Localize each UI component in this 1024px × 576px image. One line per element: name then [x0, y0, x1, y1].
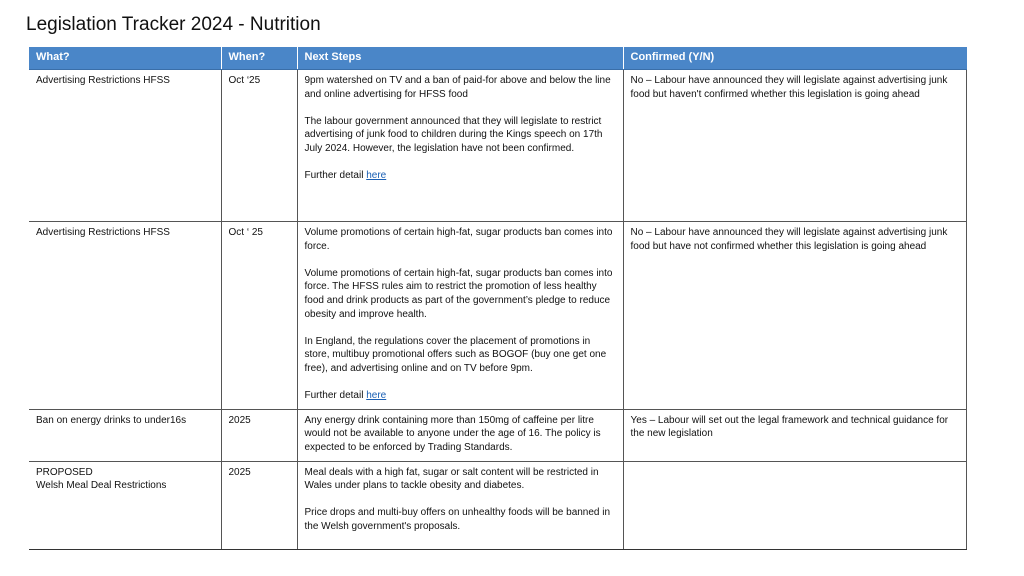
item-name: Welsh Meal Deal Restrictions [36, 480, 167, 492]
cell-confirmed [623, 461, 966, 549]
further-detail-link[interactable]: here [366, 170, 387, 182]
cell-when: 2025 [221, 409, 297, 461]
further-detail-label: Further detail [304, 170, 367, 182]
cell-what: Advertising Restrictions HFSS [29, 222, 221, 410]
table-header-row [29, 47, 966, 70]
further-detail [305, 389, 616, 403]
table-row [29, 70, 966, 222]
proposed-label: PROPOSED [36, 466, 93, 478]
next-steps-paragraph: Volume promotions of certain high-fat, sugar products ban comes into force. The HFSS rules aim to restrict the promotion of less healthy food and drink products as part of the government’s pledge to reduce obesity and improve health. [304, 267, 613, 320]
cell-confirmed: No – Labour have announced they will legislate against advertising junk food but have not confirmed whether this legislation is going ahead [623, 222, 966, 410]
cell-what: Ban on energy drinks to under16s [29, 409, 221, 461]
column-header-when: When? [221, 47, 297, 70]
next-steps-paragraph: Volume promotions of certain high-fat, sugar products ban comes into force. [304, 227, 613, 252]
cell-confirmed: Yes – Labour will set out the legal framework and technical guidance for the new legislation [623, 409, 966, 461]
cell-next-steps [297, 409, 623, 461]
next-steps-paragraph: Meal deals with a high fat, sugar or salt content will be restricted in Wales under plans to tackle obesity and diabetes. [304, 466, 599, 492]
next-steps-paragraph: Any energy drink containing more than 150mg of caffeine per litre would not be available to anyone under the age of 16. The policy is expected to be enforced by Trading Standards. [304, 414, 601, 453]
further-detail-link[interactable]: here [366, 390, 387, 402]
column-header-what: What? [29, 47, 221, 70]
cell-what: Advertising Restrictions HFSS [29, 70, 221, 222]
column-header-next-steps: Next Steps [297, 47, 623, 70]
further-detail [305, 169, 616, 183]
cell-next-steps [297, 222, 623, 410]
cell-when: Oct ‘25 [221, 70, 297, 222]
cell-when: Oct ‘ 25 [221, 222, 297, 410]
next-steps-paragraph: The labour government announced that they will legislate to restrict advertising of junk food to children during the Kings speech on 17th July 2024. However, the legislation have not been confirmed. [304, 115, 603, 154]
cell-what [29, 461, 221, 549]
next-steps-paragraph: In England, the regulations cover the placement of promotions in store, multibuy promotional offers such as BOGOF (buy one get one free), and advertising online and on TV before 9pm. [304, 335, 607, 374]
cell-confirmed: No – Labour have announced they will legislate against advertising junk food but haven't confirmed whether this legislation is going ahead [623, 70, 966, 222]
cell-next-steps [297, 70, 623, 222]
table-row [29, 409, 966, 461]
next-steps-paragraph: 9pm watershed on TV and a ban of paid-for above and below the line and online advertising for HFSS food [304, 75, 611, 100]
cell-when: 2025 [221, 461, 297, 549]
table-row [29, 461, 966, 549]
next-steps-paragraph: Price drops and multi-buy offers on unhealthy foods will be banned in the Welsh government's proposals. [304, 507, 611, 532]
legislation-table [29, 47, 967, 550]
column-header-confirmed: Confirmed (Y/N) [623, 47, 966, 70]
cell-next-steps [297, 461, 623, 549]
page-title: Legislation Tracker 2024 - Nutrition [26, 14, 321, 35]
table-row [29, 222, 966, 410]
further-detail-label: Further detail [304, 390, 367, 402]
